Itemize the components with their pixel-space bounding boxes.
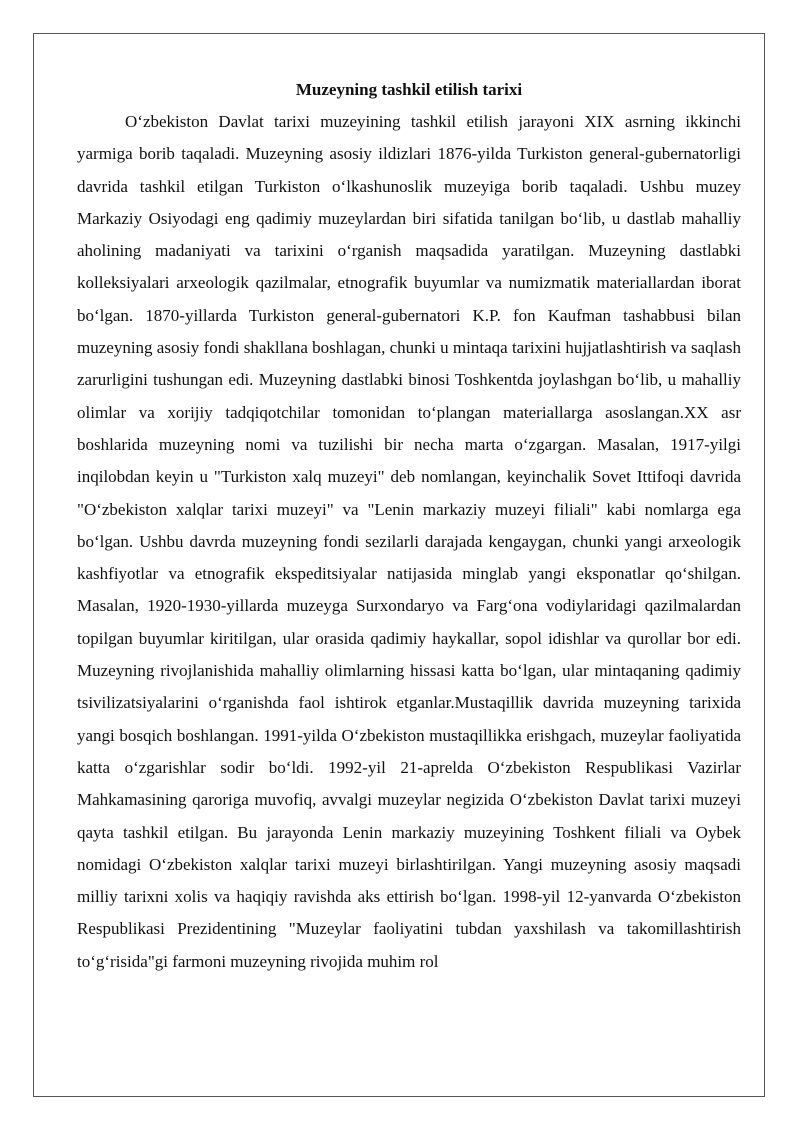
document-content bbox=[77, 74, 741, 978]
document-paragraph: O‘zbekiston Davlat tarixi muzeyining tashkil etilish jarayoni XIX asrning ikkinchi yarmiga borib taqaladi. Muzeyning asosiy ildizlari 1876-yilda Turkiston general-gubernatorligi davrida tashkil etilgan Turkiston o‘lkashunoslik muzeyiga borib taqaladi. Ushbu muzey Markaziy Osiyodagi eng qadimiy muzeylardan biri sifatida tanilgan bo‘lib, u dastlab mahalliy aholining madaniyati va tarixini o‘rganish maqsadida yaratilgan. Muzeyning dastlabki kolleksiyalari arxeologik qazilmalar, etnografik buyumlar va numizmatik materiallardan iborat bo‘lgan. 1870-yillarda Turkiston general-gubernatori K.P. fon Kaufman tashabbusi bilan muzeyning asosiy fondi shakllana boshlagan, chunki u mintaqa tarixini hujjatlashtirish va saqlash zarurligini tushungan edi. Muzeyning dastlabki binosi Toshkentda joylashgan bo‘lib, u mahalliy olimlar va xorijiy tadqiqotchilar tomonidan to‘plangan materiallarga asoslangan.XX asr boshlarida muzeyning nomi va tuzilishi bir necha marta o‘zgargan. Masalan, 1917-yilgi inqilobdan keyin u "Turkiston xalq muzeyi" deb nomlangan, keyinchalik Sovet Ittifoqi davrida "O‘zbekiston xalqlar tarixi muzeyi" va "Lenin markaziy muzeyi filiali" kabi nomlarga ega bo‘lgan. Ushbu davrda muzeyning fondi sezilarli darajada kengaygan, chunki yangi arxeologik kashfiyotlar va etnografik ekspeditsiyalar natijasida minglab yangi eksponatlar qo‘shilgan. Masalan, 1920-1930-yillarda muzeyga Surxondaryo va Farg‘ona vodiylaridagi qazilmalardan topilgan buyumlar kiritilgan, ular orasida qadimiy haykallar, sopol idishlar va qurollar bor edi. Muzeyning rivojlanishida mahalliy olimlarning hissasi katta bo‘lgan, ular mintaqaning qadimiy tsivilizatsiyalarini o‘rganishda faol ishtirok etganlar.Mustaqillik davrida muzeyning tarixida yangi bosqich boshlangan. 1991-yilda O‘zbekiston mustaqillikka erishgach, muzeylar faoliyatida katta o‘zgarishlar sodir bo‘ldi. 1992-yil 21-aprelda O‘zbekiston Respublikasi Vazirlar Mahkamasining qaroriga muvofiq, avvalgi muzeylar negizida O‘zbekiston Davlat tarixi muzeyi qayta tashkil etilgan. Bu jarayonda Lenin markaziy muzeyining Toshkent filiali va Oybek nomidagi O‘zbekiston xalqlar tarixi muzeyi birlashtirilgan. Yangi muzeyning asosiy maqsadi milliy tarixni xolis va haqiqiy ravishda aks ettirish bo‘lgan. 1998-yil 12-yanvarda O‘zbekiston Respublikasi Prezidentining "Muzeylar faoliyatini tubdan yaxshilash va takomillashtirish to‘g‘risida"gi farmoni muzeyning rivojida muhim rol bbox=[77, 112, 741, 971]
document-title: Muzeyning tashkil etilish tarixi bbox=[295, 80, 523, 99]
